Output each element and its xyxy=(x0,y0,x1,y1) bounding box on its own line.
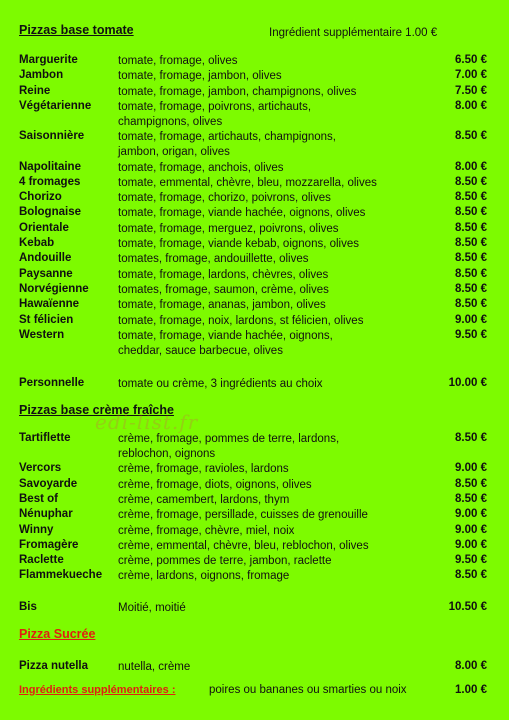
menu-item-name: Andouille xyxy=(19,252,72,265)
menu-item-name: Norvégienne xyxy=(19,282,89,295)
menu-item-price: 6.50 € xyxy=(455,54,487,66)
menu-item-name: Saisonnière xyxy=(19,130,85,143)
menu-item-price: 9.00 € xyxy=(455,462,487,475)
menu-item-price: 9.00 € xyxy=(455,313,487,326)
menu-item-name: Orientale xyxy=(19,221,69,234)
menu-item-ingredients: tomate, fromage, viande hachée, oignons, xyxy=(118,329,333,342)
menu-item-ingredients: tomates, fromage, saumon, crème, olives xyxy=(118,283,329,296)
section-title-tomate: Pizzas base tomate xyxy=(19,23,134,37)
menu-item-name: Chorizo xyxy=(19,191,62,204)
menu-item-price: 8.50 € xyxy=(455,221,487,234)
menu-item-name: Végétarienne xyxy=(19,99,92,112)
menu-item-name: Paysanne xyxy=(19,267,73,280)
menu-item-name: Marguerite xyxy=(19,54,78,66)
menu-item-price: 8.50 € xyxy=(455,175,487,188)
menu-item-name: St félicien xyxy=(19,313,74,326)
menu-item-ingredients-cont: cheddar, sauce barbecue, olives xyxy=(118,344,283,357)
menu-item-name: Bis xyxy=(19,601,37,613)
menu-item-ingredients: tomate, fromage, merguez, poivrons, olives xyxy=(118,222,339,235)
menu-item-name: Napolitaine xyxy=(19,160,81,173)
menu-item-ingredients: tomate, fromage, viande hachée, oignons, olives xyxy=(118,207,366,220)
menu-item-price: 9.00 € xyxy=(455,508,487,521)
section-title-sucree: Pizza Sucrée xyxy=(19,627,96,641)
menu-item-name: Winny xyxy=(19,523,54,536)
menu-item-ingredients: nutella, crème xyxy=(118,661,191,673)
supplements-label: Ingrédients supplémentaires : xyxy=(19,684,176,696)
menu-item-ingredients: tomate, fromage, noix, lardons, st félicien, olives xyxy=(118,314,364,327)
menu-item-price: 9.00 € xyxy=(455,538,487,551)
menu-item-name: Hawaïenne xyxy=(19,298,80,311)
menu-item-name: Bolognaise xyxy=(19,206,81,219)
menu-item-price: 10.00 € xyxy=(448,377,487,389)
section-title-creme: Pizzas base crème fraîche xyxy=(19,403,174,417)
menu-item-ingredients: tomate ou crème, 3 ingrédients au choix xyxy=(118,378,323,390)
menu-item-ingredients: tomate, fromage, anchois, olives xyxy=(118,161,284,174)
menu-item-name: Raclette xyxy=(19,554,64,567)
menu-item-ingredients-cont: jambon, origan, olives xyxy=(118,146,230,159)
supplements-ingredients: poires ou bananes ou smarties ou noix xyxy=(209,684,407,696)
supplements-price: 1.00 € xyxy=(455,684,487,696)
menu-item-ingredients: crème, fromage, pommes de terre, lardons, xyxy=(118,433,340,445)
menu-item-name: Fromagère xyxy=(19,538,79,551)
menu-item-name: Best of xyxy=(19,492,58,505)
menu-item-ingredients: crème, fromage, persillade, cuisses de grenouille xyxy=(118,509,368,522)
menu-item-price: 8.50 € xyxy=(455,477,487,490)
menu-item-price: 9.50 € xyxy=(455,328,487,341)
menu-item-price: 8.50 € xyxy=(455,252,487,265)
menu-item-name: Jambon xyxy=(19,69,64,82)
menu-item-ingredients: crème, lardons, oignons, fromage xyxy=(118,570,290,583)
menu-item-ingredients: tomate, fromage, jambon, champignons, olives xyxy=(118,85,357,98)
menu-item-price: 9.00 € xyxy=(455,523,487,536)
menu-item-price: 8.00 € xyxy=(455,160,487,173)
menu-item-ingredients-cont: reblochon, oignons xyxy=(118,448,216,460)
menu-item-name: Reine xyxy=(19,84,51,97)
menu-item-price: 8.50 € xyxy=(455,130,487,143)
menu-item-ingredients: tomate, fromage, artichauts, champignons, xyxy=(118,131,336,144)
menu-item-ingredients: tomate, emmental, chèvre, bleu, mozzarella, olives xyxy=(118,176,377,189)
menu-item-ingredients: tomate, fromage, lardons, chèvres, olives xyxy=(118,268,329,281)
menu-item-price: 9.50 € xyxy=(455,554,487,567)
menu-item-price: 8.50 € xyxy=(455,432,487,444)
menu-item-name: Vercors xyxy=(19,462,62,475)
menu-item-price: 10.50 € xyxy=(448,601,487,613)
extra-ingredient-note: Ingrédient supplémentaire 1.00 € xyxy=(269,27,438,39)
menu-item-ingredients: tomate, fromage, jambon, olives xyxy=(118,70,282,83)
menu-item-price: 8.00 € xyxy=(455,99,487,112)
menu-item-ingredients-cont: champignons, olives xyxy=(118,115,223,128)
menu-item-price: 7.50 € xyxy=(455,84,487,97)
menu-item-ingredients: crème, fromage, chèvre, miel, noix xyxy=(118,524,295,537)
menu-item-price: 7.00 € xyxy=(455,69,487,82)
menu-item-name: Savoyarde xyxy=(19,477,78,490)
menu-item-name: Tartiflette xyxy=(19,432,71,444)
menu-item-name: Western xyxy=(19,328,65,341)
menu-item-ingredients: Moitié, moitié xyxy=(118,602,186,614)
menu-item-price: 8.50 € xyxy=(455,282,487,295)
menu-item-ingredients: tomate, fromage, olives xyxy=(118,55,238,67)
menu-item-price: 8.50 € xyxy=(455,569,487,582)
menu-item-ingredients: tomate, fromage, ananas, jambon, olives xyxy=(118,299,326,312)
menu-item-price: 8.00 € xyxy=(455,660,487,672)
menu-item-price: 8.50 € xyxy=(455,492,487,505)
menu-item-price: 8.50 € xyxy=(455,237,487,249)
menu-item-name: Kebab xyxy=(19,237,55,249)
menu-item-ingredients: crème, fromage, diots, oignons, olives xyxy=(118,478,312,491)
menu-item-ingredients: tomates, fromage, andouillette, olives xyxy=(118,253,309,266)
menu-item-price: 8.50 € xyxy=(455,298,487,311)
menu-item-name: Pizza nutella xyxy=(19,660,89,672)
menu-item-name: Nénuphar xyxy=(19,508,73,521)
menu-item-ingredients: tomate, fromage, poivrons, artichauts, xyxy=(118,100,312,113)
menu-item-ingredients: crème, fromage, ravioles, lardons xyxy=(118,463,289,476)
menu-item-price: 8.50 € xyxy=(455,267,487,280)
menu-item-ingredients: crème, emmental, chèvre, bleu, reblochon, olives xyxy=(118,539,369,552)
menu-item-ingredients: tomate, fromage, viande kebab, oignons, olives xyxy=(118,238,360,250)
menu-item-price: 8.50 € xyxy=(455,191,487,204)
menu-item-price: 8.50 € xyxy=(455,206,487,219)
menu-item-ingredients: crème, camembert, lardons, thym xyxy=(118,493,290,506)
menu-item-ingredients: crème, pommes de terre, jambon, raclette xyxy=(118,555,332,568)
menu-item-name: Flammekueche xyxy=(19,569,103,582)
watermark: edi-list.fr xyxy=(95,410,199,434)
menu-item-name: 4 fromages xyxy=(19,175,81,188)
menu-item-ingredients: tomate, fromage, chorizo, poivrons, olives xyxy=(118,192,331,205)
menu-item-name: Personnelle xyxy=(19,377,85,389)
